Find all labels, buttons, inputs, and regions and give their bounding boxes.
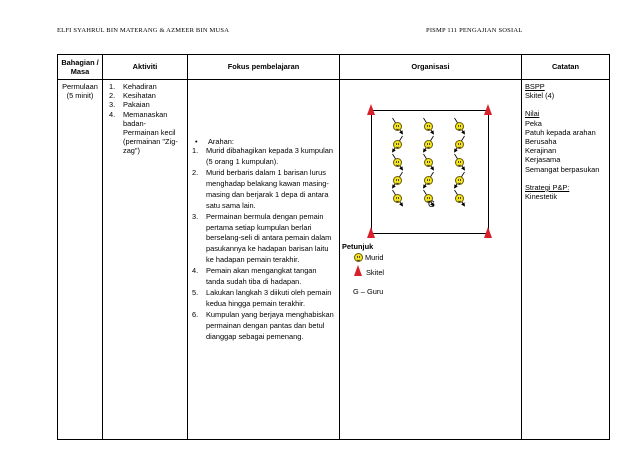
murid-icon	[424, 176, 433, 185]
murid-icon	[424, 140, 433, 149]
aktiviti-num: 1.	[109, 82, 116, 91]
catatan-notes	[522, 80, 609, 384]
aktiviti-text: Kesihatan	[123, 91, 156, 101]
bahagian-cell	[58, 80, 103, 440]
catatan-cell	[522, 80, 610, 440]
smiley-icon	[354, 253, 363, 262]
aktiviti-item	[109, 82, 183, 91]
fokus-item	[192, 168, 335, 212]
col-bahagian-header: Bahagian / Masa	[58, 55, 103, 80]
aktiviti-item	[109, 100, 183, 109]
fokus-cell	[188, 80, 340, 440]
murid-icon	[455, 140, 464, 149]
fokus-num: 3.	[192, 211, 199, 221]
fokus-num: 1.	[192, 146, 199, 156]
table-header-row	[58, 55, 610, 80]
organisasi-cell	[340, 80, 522, 440]
fokus-list	[192, 146, 335, 342]
organisasi-diagram	[340, 80, 521, 382]
legend-murid: Murid	[365, 253, 384, 262]
aktiviti-num: 4.	[109, 109, 116, 119]
catatan-title: Strategi P&P:	[525, 182, 570, 192]
petunjuk-title: Petunjuk	[342, 242, 374, 251]
fokus-heading-row	[192, 137, 335, 146]
aktiviti-item	[109, 110, 183, 156]
col-aktiviti-header: Aktiviti	[103, 55, 188, 80]
header-left: ELFI SYAHRUL BIN MATERANG & AZMEER BIN MUSA	[57, 27, 230, 34]
fokus-bullet: •	[195, 137, 198, 146]
catatan-item: Kerajinan	[525, 146, 557, 156]
murid-icon	[393, 176, 402, 185]
table-row	[58, 80, 610, 440]
fokus-item	[192, 212, 335, 267]
aktiviti-list	[109, 82, 183, 156]
aktiviti-num: 3.	[109, 100, 116, 110]
col-fokus-header: Fokus pembelajaran	[188, 55, 340, 80]
catatan-section	[525, 109, 606, 173]
aktiviti-text: Pakaian	[123, 100, 150, 110]
murid-icon	[393, 140, 402, 149]
fokus-text: Pemain akan mengangkat tangan tanda sudah tiba di hadapan.	[206, 266, 317, 287]
murid-icon	[424, 158, 433, 167]
header-right: PISMP 111 PENGAJIAN SOSIAL	[426, 27, 523, 34]
catatan-item: Kinestetik	[525, 192, 558, 202]
fokus-text: Kumpulan yang berjaya menghabiskan permainan dengan pantas dan betul dianggap sebagai pemenang.	[206, 309, 334, 341]
murid-icon	[424, 122, 433, 131]
aktiviti-num: 2.	[109, 91, 116, 101]
catatan-title: BSPP	[525, 82, 545, 91]
col-catatan-header: Catatan	[522, 55, 610, 80]
bahagian-time: (5 minit)	[66, 91, 94, 101]
fokus-heading: Arahan:	[208, 137, 234, 146]
aktiviti-item	[109, 91, 183, 100]
fokus-num: 2.	[192, 168, 199, 178]
catatan-section	[525, 183, 606, 201]
col-organisasi-header: Organisasi	[340, 55, 522, 80]
catatan-section	[525, 82, 606, 100]
catatan-item: Patuh kepada arahan	[525, 127, 596, 137]
catatan-item: Berusaha	[525, 137, 557, 147]
fokus-text: Murid dibahagikan kepada 3 kumpulan (5 orang 1 kumpulan).	[206, 146, 333, 167]
murid-icon	[393, 158, 402, 167]
fokus-num: 6.	[192, 309, 199, 319]
catatan-item: Semangat berpasukan	[525, 164, 600, 174]
bahagian-name: Permulaan	[62, 82, 98, 91]
legend-skitel: Skitel	[366, 268, 385, 277]
murid-icon	[393, 194, 402, 203]
catatan-item: Skitel (4)	[525, 91, 555, 101]
fokus-item	[192, 146, 335, 168]
fokus-text: Murid berbaris dalam 1 barisan lurus menghadap belakang kawan masing-masing dan berjarak 1 depa di antara satu sama lain.	[206, 168, 329, 210]
fokus-num: 4.	[192, 266, 199, 276]
legend-guru: G – Guru	[353, 287, 384, 296]
catatan-item: Kerjasama	[525, 155, 561, 165]
guru-marker: G	[428, 199, 436, 209]
aktiviti-cell	[103, 80, 188, 440]
catatan-title: Nilai	[525, 109, 540, 119]
murid-icon	[455, 122, 464, 131]
fokus-text: Permainan bermula dengan pemain pertama setiap kumpulan berlari berselang-seli di antara pemain dalam pasukannya ke hadapan barisan laitu ke hadapan pemain terakhir.	[206, 211, 332, 265]
lesson-table	[57, 54, 610, 440]
fokus-item	[192, 310, 335, 343]
fokus-text: Lakukan langkah 3 diikuti oleh pemain kedua hingga pemain terakhir.	[206, 287, 332, 308]
aktiviti-text: Memanaskan badan- Permainan kecil (permainan "Zig-zag")	[123, 109, 178, 156]
cone-icon	[354, 265, 362, 276]
fokus-item	[192, 288, 335, 310]
murid-icon	[393, 122, 402, 131]
murid-icon	[455, 194, 464, 203]
fokus-num: 5.	[192, 287, 199, 297]
murid-icon	[455, 158, 464, 167]
murid-icon	[455, 176, 464, 185]
fokus-item	[192, 266, 335, 288]
catatan-item: Peka	[525, 118, 542, 128]
aktiviti-text: Kehadiran	[123, 82, 157, 91]
